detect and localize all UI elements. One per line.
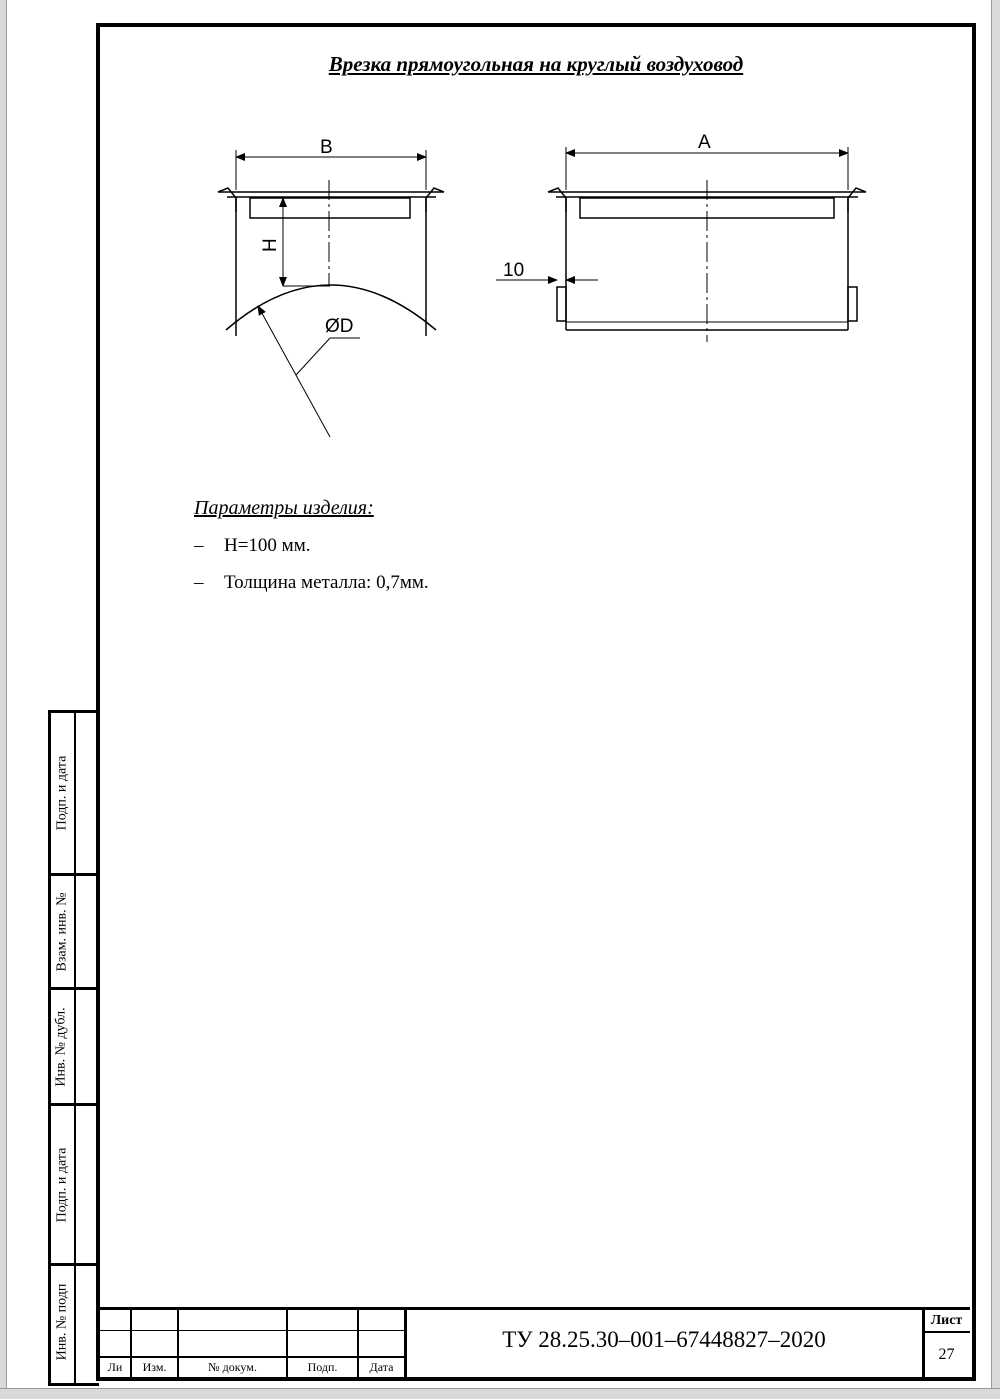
title-block-top-rule bbox=[100, 1307, 970, 1310]
param-item bbox=[194, 535, 310, 557]
param-text: H=100 мм. bbox=[224, 535, 311, 556]
sheet-label: Лист bbox=[930, 1313, 963, 1328]
title-block-caption: Ли bbox=[107, 1360, 123, 1374]
viewer-bottom-edge bbox=[0, 1388, 1000, 1399]
side-view bbox=[218, 150, 444, 437]
param-item bbox=[194, 572, 429, 594]
title-block-row-rule bbox=[100, 1356, 405, 1358]
side-stamp-cell bbox=[49, 1106, 75, 1263]
side-stamp-label: Подп. и дата bbox=[54, 755, 70, 831]
title-block-caption: Изм. bbox=[142, 1360, 167, 1374]
side-stamp-label: Инв. № дубл. bbox=[54, 1006, 69, 1087]
side-stamp-cell bbox=[49, 713, 75, 873]
title-block-caption: Дата bbox=[369, 1360, 394, 1374]
title-block-caption: Подп. bbox=[307, 1360, 338, 1374]
sheet-number: 27 bbox=[938, 1346, 955, 1363]
side-stamp-cell bbox=[49, 1266, 75, 1378]
list-dash: – bbox=[194, 572, 204, 593]
side-stamp-cell bbox=[49, 990, 75, 1103]
dimension-a-label: A bbox=[698, 132, 711, 153]
document-number: ТУ 28.25.30–001–67448827–2020 bbox=[502, 1327, 826, 1352]
side-stamp-cell bbox=[49, 876, 75, 987]
side-stamp-label: Инв. № подп bbox=[54, 1283, 69, 1361]
front-view bbox=[496, 147, 866, 342]
dimension-b-label: B bbox=[320, 137, 333, 158]
param-text: Толщина металла: 0,7мм. bbox=[224, 572, 429, 593]
side-stamp-label: Взам. инв. № bbox=[54, 892, 69, 971]
params-heading: Параметры изделия: bbox=[194, 497, 374, 519]
title-block-row-rule bbox=[922, 1331, 970, 1333]
dimension-h-label: H bbox=[260, 238, 281, 252]
technical-drawing bbox=[0, 0, 1000, 460]
side-stamp-label: Подп. и дата bbox=[54, 1147, 70, 1222]
list-dash: – bbox=[194, 535, 204, 556]
page-title: Врезка прямоугольная на круглый воздуховод bbox=[328, 52, 744, 76]
title-block-caption: № докум. bbox=[208, 1360, 257, 1374]
dimension-10-label: 10 bbox=[503, 260, 525, 281]
dimension-d-label: ØD bbox=[325, 316, 354, 337]
title-block-row-rule bbox=[100, 1330, 405, 1331]
